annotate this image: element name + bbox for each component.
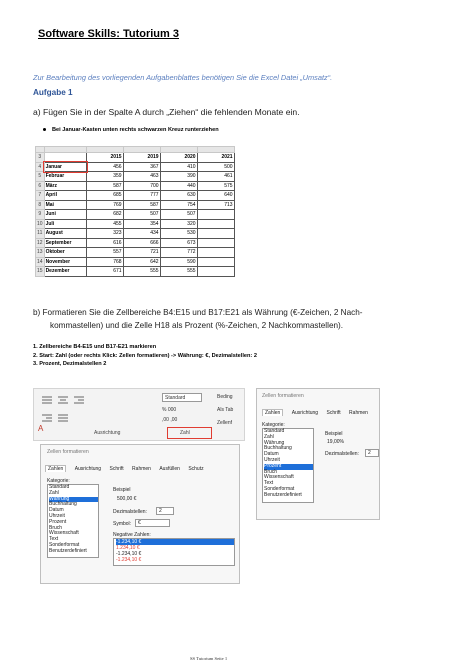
value-cell[interactable]: 587 — [123, 200, 160, 210]
value-cell[interactable]: 455 — [86, 219, 123, 229]
zahl-highlight — [167, 427, 212, 439]
value-cell[interactable]: 463 — [123, 172, 160, 182]
format-cells-dialog — [40, 444, 240, 584]
negative-label: Negative Zahlen: — [113, 532, 151, 538]
category-item[interactable]: Zahl — [264, 433, 274, 440]
value-cell[interactable] — [197, 248, 234, 258]
section-heading: Aufgabe 1 — [33, 88, 73, 97]
beispiel-value: 19,00% — [327, 439, 344, 445]
table-row — [36, 229, 235, 239]
value-cell[interactable]: 2021 — [197, 153, 234, 163]
category-item[interactable]: Text — [264, 480, 274, 487]
tab-ausfuellen[interactable]: Ausfüllen — [159, 466, 180, 472]
value-cell[interactable]: 440 — [160, 181, 197, 191]
symbol-select[interactable]: € — [135, 519, 170, 527]
month-cell[interactable]: März — [44, 181, 86, 191]
value-cell[interactable]: 461 — [197, 172, 234, 182]
category-item[interactable]: Wissenschaft — [264, 474, 294, 481]
bedingt-button[interactable]: Beding — [217, 394, 233, 400]
category-item[interactable]: Datum — [49, 507, 64, 514]
value-cell[interactable] — [197, 219, 234, 229]
category-item[interactable]: Währung — [49, 497, 98, 503]
value-cell[interactable] — [197, 229, 234, 239]
value-cell[interactable]: 557 — [86, 248, 123, 258]
month-cell[interactable]: Dezember — [44, 267, 86, 277]
month-cell[interactable]: September — [44, 238, 86, 248]
table-row — [36, 219, 235, 229]
tab-ausrichtung[interactable]: Ausrichtung — [291, 410, 319, 416]
kategorie-label: Kategorie: — [47, 478, 70, 484]
value-cell[interactable]: 721 — [123, 248, 160, 258]
category-item[interactable]: Uhrzeit — [49, 512, 65, 519]
value-cell[interactable]: 323 — [86, 229, 123, 239]
value-cell[interactable]: 530 — [160, 229, 197, 239]
svg-text:A: A — [38, 424, 44, 431]
value-cell[interactable]: 640 — [197, 191, 234, 201]
tab-rahmen[interactable]: Rahmen — [349, 410, 368, 416]
step-2: 2. Start: Zahl (oder rechts Klick: Zellen formatieren) -> Währung: €, Dezimalstellen: 2 — [33, 352, 257, 359]
value-cell[interactable]: 616 — [86, 238, 123, 248]
value-cell[interactable]: 456 — [86, 162, 123, 172]
decimal-buttons[interactable]: ,00 ,00 — [162, 417, 178, 423]
category-item[interactable]: Buchhaltung — [264, 445, 292, 452]
intro-text: Zur Bearbeitung des vorliegenden Aufgabenblattes benötigen Sie die Excel Datei „Umsatz“. — [33, 73, 333, 82]
value-cell[interactable]: 713 — [197, 200, 234, 210]
value-cell[interactable]: 682 — [86, 210, 123, 220]
ausrichtung-label: Ausrichtung — [94, 430, 121, 436]
row-number[interactable]: 10 — [37, 220, 43, 227]
value-cell[interactable]: 410 — [160, 162, 197, 172]
category-item[interactable]: Bruch — [264, 468, 278, 475]
negative-option[interactable]: -1.234,10 € — [116, 557, 142, 563]
beispiel-label: Beispiel — [325, 431, 343, 437]
tab-schrift[interactable]: Schrift — [109, 466, 124, 472]
category-item[interactable]: Buchhaltung — [49, 501, 77, 508]
dezimal-label: Dezimalstellen: — [113, 509, 147, 515]
category-item[interactable]: Benutzerdefiniert — [264, 491, 302, 498]
row-number[interactable]: 15 — [37, 268, 43, 275]
value-cell[interactable]: 700 — [123, 181, 160, 191]
bullet-a — [43, 127, 219, 133]
value-cell[interactable]: 434 — [123, 229, 160, 239]
tab-rahmen[interactable]: Rahmen — [132, 466, 151, 472]
table-row — [36, 267, 235, 277]
row-number[interactable]: 7 — [36, 191, 45, 201]
category-item[interactable]: Standard — [264, 428, 285, 434]
month-cell[interactable]: Juli — [44, 219, 86, 229]
row-number[interactable]: 5 — [36, 172, 45, 182]
month-cell[interactable]: Januar — [44, 162, 86, 172]
value-cell[interactable]: 367 — [123, 162, 160, 172]
task-b — [33, 306, 453, 332]
category-item[interactable]: Text — [49, 536, 59, 543]
value-cell[interactable]: 642 — [123, 257, 160, 267]
value-cell[interactable]: 320 — [160, 219, 197, 229]
page-title: Software Skills: Tutorium 3 — [38, 28, 179, 40]
category-item[interactable]: Bruch — [49, 524, 63, 531]
row-number[interactable]: 14 — [37, 258, 43, 265]
negative-list[interactable] — [113, 538, 235, 566]
value-cell[interactable]: 772 — [160, 248, 197, 258]
row-number[interactable]: 3 — [36, 153, 45, 163]
value-cell[interactable]: 354 — [123, 219, 160, 229]
value-cell[interactable]: 685 — [86, 191, 123, 201]
value-cell[interactable]: 777 — [123, 191, 160, 201]
month-cell[interactable]: November — [44, 257, 86, 267]
value-cell[interactable]: 587 — [86, 181, 123, 191]
als-tabelle-button[interactable]: Als Tab — [217, 407, 234, 413]
number-format-dropdown[interactable]: Standard — [162, 393, 202, 402]
value-cell[interactable]: 555 — [123, 267, 160, 277]
tab-zahlen[interactable]: Zahlen — [45, 465, 66, 472]
table-row — [36, 248, 235, 258]
value-cell[interactable] — [197, 257, 234, 267]
value-cell[interactable]: 575 — [197, 181, 234, 191]
task-b-line2: kommastellen) und die Zelle H18 als Prozent (%-Zeichen, 2 Nachkommastellen). — [50, 321, 344, 330]
category-item[interactable]: Wissenschaft — [49, 530, 79, 537]
value-cell[interactable] — [197, 210, 234, 220]
value-cell[interactable]: 2020 — [160, 153, 197, 163]
task-b-line1: b) Formatieren Sie die Zellbereiche B4:E15 und B17:E21 als Währung (€-Zeichen, 2 Nach- — [33, 308, 363, 317]
value-cell[interactable]: 673 — [160, 238, 197, 248]
category-item[interactable]: Datum — [264, 451, 279, 458]
row-number[interactable]: 9 — [36, 210, 45, 220]
table-row — [36, 257, 235, 267]
month-cell[interactable]: Juni — [44, 210, 86, 220]
row-number[interactable]: 6 — [36, 181, 45, 191]
tab-ausrichtung[interactable]: Ausrichtung — [74, 466, 102, 472]
category-item[interactable]: Währung — [264, 439, 285, 446]
dialog-title: Zellen formatieren — [47, 449, 89, 455]
value-cell[interactable] — [197, 238, 234, 248]
value-cell[interactable]: 590 — [160, 257, 197, 267]
tab-zahlen[interactable]: Zahlen — [262, 409, 283, 416]
dezimal-input[interactable]: 2 — [365, 449, 379, 457]
category-item[interactable]: Prozent — [264, 464, 313, 470]
januar-highlight — [43, 161, 88, 173]
row-number[interactable]: 8 — [36, 200, 45, 210]
month-cell[interactable]: August — [44, 229, 86, 239]
dezimal-label: Dezimalstellen: — [325, 451, 359, 457]
negative-option[interactable]: -1.234,10 € — [116, 551, 142, 557]
table-row — [36, 238, 235, 248]
task-a: a) Fügen Sie in der Spalte A durch „Ziehen“ die fehlenden Monate ein. — [33, 107, 300, 117]
row-number[interactable]: 13 — [37, 249, 43, 256]
step-3: 3. Prozent, Dezimalstellen 2 — [33, 361, 107, 367]
value-cell[interactable]: 555 — [160, 267, 197, 277]
table-row — [36, 210, 235, 220]
kategorie-label: Kategorie: — [262, 422, 285, 428]
negative-option[interactable]: 1.234,10 € — [116, 545, 140, 551]
value-cell[interactable] — [197, 267, 234, 277]
dialog-title: Zellen formatieren — [262, 393, 304, 399]
value-cell[interactable]: 769 — [86, 200, 123, 210]
negative-option[interactable]: -1.234,10 € — [116, 539, 234, 545]
table-row — [36, 181, 235, 191]
category-item[interactable]: Sonderformat — [49, 541, 80, 548]
steps-list — [33, 343, 257, 369]
category-item[interactable]: Benutzerdefiniert — [49, 547, 87, 554]
symbol-label: Symbol: — [113, 521, 132, 527]
beispiel-label: Beispiel — [113, 487, 131, 493]
month-cell[interactable]: Mai — [44, 200, 86, 210]
table-row — [36, 200, 235, 210]
dialog-tabs — [262, 409, 375, 416]
zahl-label[interactable]: Zahl — [180, 430, 190, 436]
tab-schutz[interactable]: Schutz — [188, 466, 204, 472]
format-cells-dialog-percent — [256, 388, 380, 520]
row-number[interactable]: 11 — [37, 230, 43, 237]
value-cell[interactable]: 390 — [160, 172, 197, 182]
row-number[interactable]: 12 — [37, 239, 43, 246]
category-item[interactable]: Uhrzeit — [264, 456, 280, 463]
category-list[interactable] — [262, 428, 314, 503]
value-cell[interactable]: 507 — [123, 210, 160, 220]
row-number[interactable]: 4 — [36, 162, 45, 172]
percent-format[interactable]: % 000 — [162, 407, 177, 413]
value-cell[interactable]: 768 — [86, 257, 123, 267]
step-1: 1. Zellbereiche B4-E15 und B17-E21 markieren — [33, 344, 157, 350]
value-cell[interactable]: 630 — [160, 191, 197, 201]
tab-schrift[interactable]: Schrift — [326, 410, 341, 416]
dialog-tabs — [45, 465, 211, 472]
value-cell[interactable]: 500 — [197, 162, 234, 172]
bullet-a-text: Bei Januar-Kasten unten rechts schwarzen Kreuz runterziehen — [52, 127, 219, 133]
value-cell[interactable]: 754 — [160, 200, 197, 210]
category-item[interactable]: Zahl — [49, 489, 59, 496]
month-cell[interactable]: April — [44, 191, 86, 201]
category-item[interactable]: Prozent — [49, 518, 67, 525]
category-item[interactable]: Standard — [49, 484, 70, 490]
dezimal-input[interactable]: 2 — [156, 507, 174, 515]
bullet-icon — [43, 128, 46, 131]
excel-ribbon — [33, 388, 245, 441]
value-cell[interactable]: 359 — [86, 172, 123, 182]
category-list[interactable] — [47, 484, 99, 558]
month-cell[interactable]: Oktober — [44, 248, 86, 258]
value-cell[interactable]: 2019 — [123, 153, 160, 163]
zellenformat-button[interactable]: Zellenf — [217, 420, 233, 426]
value-cell[interactable]: 671 — [86, 267, 123, 277]
table-row — [36, 191, 235, 201]
value-cell[interactable]: 507 — [160, 210, 197, 220]
category-item[interactable]: Sonderformat — [264, 485, 295, 492]
alignment-icons — [38, 391, 158, 431]
page-footer: SS Tutorium Seite 1 — [190, 656, 228, 661]
month-cell[interactable]: Februar — [44, 172, 86, 182]
value-cell[interactable]: 2015 — [86, 153, 123, 163]
value-cell[interactable]: 666 — [123, 238, 160, 248]
beispiel-value: 500,00 € — [117, 496, 137, 502]
